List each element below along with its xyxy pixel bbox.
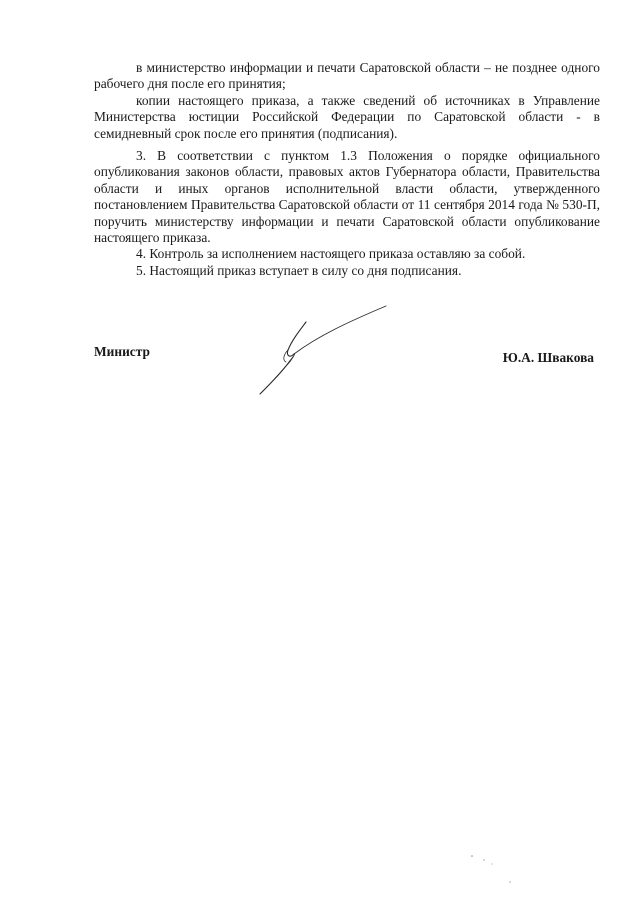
paragraph-item-5: 5. Настоящий приказ вступает в силу со дня подписания. (136, 262, 462, 278)
scan-specks (464, 852, 524, 892)
signatory-title: Министр (94, 344, 150, 359)
paragraph-item-3: 3. В соответствии с пунктом 1.3 Положения о порядке официального опубликования законов области, правовых актов Губернатора области, Правительства области и иных органов исполнительной власти области, утвержденного постановлением Правительства Саратовской области от 11 сентября 2014 года № 530-П, поручить министерству информации и печати Саратовской области опубликование настоящего приказа. (94, 148, 600, 246)
document-body (94, 60, 600, 279)
signatory-name: Ю.А. Швакова (502, 350, 594, 365)
paragraph-publication-deadline: в министерство информации и печати Саратовской области – не позднее одного рабочего дня после его принятия; (94, 60, 600, 92)
paragraph-copies-to-justice: копии настоящего приказа, а также сведений об источниках в Управление Министерства юстиции Российской Федерации по Саратовской области - в семидневный срок после его принятия (подписания). (94, 92, 600, 141)
paragraph-item-4: 4. Контроль за исполнением настоящего приказа оставляю за собой. (136, 246, 526, 262)
handwritten-signature (248, 300, 398, 396)
